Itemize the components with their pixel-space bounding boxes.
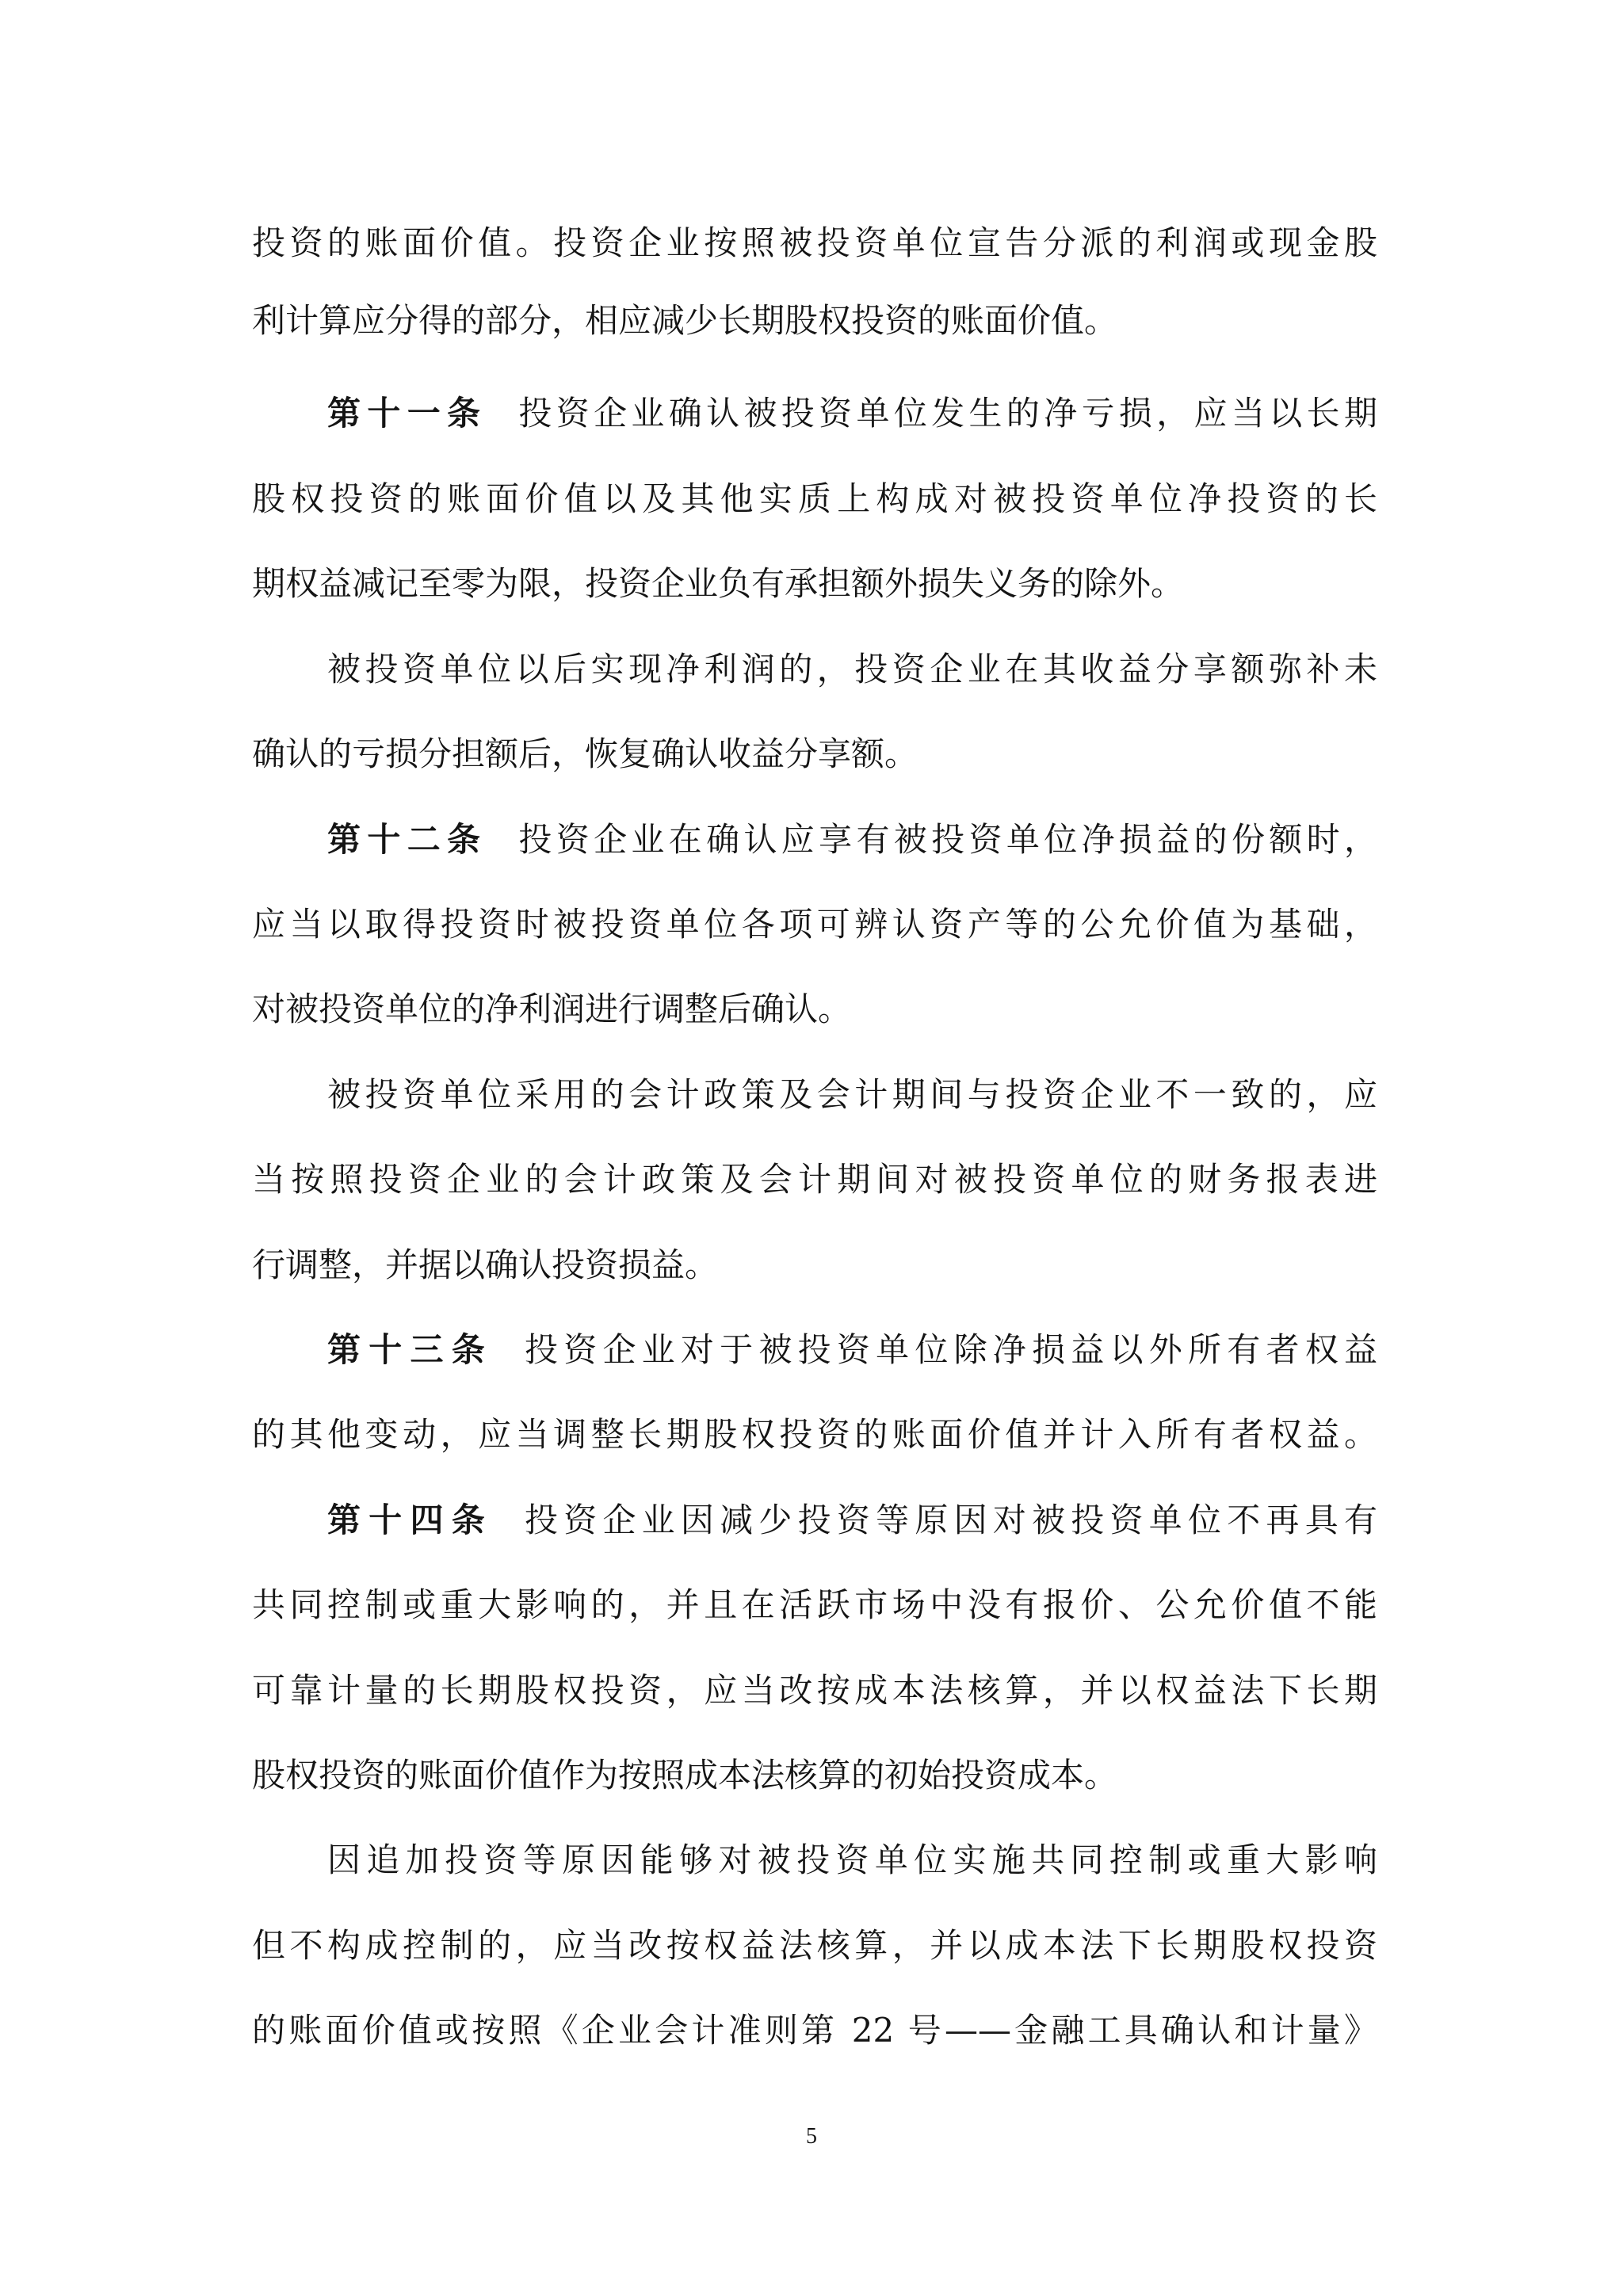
text-line: 被投资单位以后实现净利润的，投资企业在其收益分享额弥补未 [327,650,1377,688]
text-line: 期权益减记至零为限，投资企业负有承担额外损失义务的除外。 [252,564,1185,603]
page-number: 5 [806,2124,817,2149]
text-line: 共同控制或重大影响的，并且在活跃市场中没有报价、公允价值不能 [252,1585,1377,1624]
text-line: 投资企业在确认应享有被投资单位净损益的份额时， [518,820,1377,859]
text-line: 当按照投资企业的会计政策及会计期间对被投资单位的财务报表进 [252,1160,1377,1199]
text-line: 对被投资单位的净利润进行调整后确认。 [252,990,852,1028]
text-line: 确认的亏损分担额后，恢复确认收益分享额。 [252,734,918,773]
text-line: 应当以取得投资时被投资单位各项可辨认资产等的公允价值为基础， [252,905,1377,944]
text-line: 被投资单位采用的会计政策及会计期间与投资企业不一致的，应 [327,1075,1377,1114]
text-line: 投资企业确认被投资单位发生的净亏损，应当以长期 [518,394,1377,433]
article-12-title: 第十二条 [327,820,487,859]
article-11-title: 第十一条 [327,394,487,433]
text-line: 股权投资的账面价值作为按照成本法核算的初始投资成本。 [252,1756,1118,1794]
text-line: 因追加投资等原因能够对被投资单位实施共同控制或重大影响 [327,1840,1377,1879]
text-line: 但不构成控制的，应当改按权益法核算，并以成本法下长期股权投资 [252,1926,1377,1965]
text-line: 股权投资的账面价值以及其他实质上构成对被投资单位净投资的长 [252,479,1377,518]
article-13-title: 第十三条 [327,1330,493,1369]
article-14-line [327,1491,1377,1550]
article-14-title: 第十四条 [327,1501,493,1539]
article-12-line [327,810,1377,869]
text-line: 的其他变动，应当调整长期股权投资的账面价值并计入所有者权益。 [252,1415,1377,1454]
text-line: 投资企业对于被投资单位除净损益以外所有者权益 [524,1330,1377,1369]
text-line: 利计算应分得的部分，相应减少长期股权投资的账面价值。 [252,301,1118,340]
text-line: 投资企业因减少投资等原因对被投资单位不再具有 [524,1501,1377,1539]
text-line: 的账面价值或按照《企业会计准则第 22 号——金融工具确认和计量》 [252,2011,1377,2050]
article-11-line [327,384,1377,443]
text-line: 投资的账面价值。投资企业按照被投资单位宣告分派的利润或现金股 [252,223,1377,262]
text-line: 可靠计量的长期股权投资，应当改按成本法核算，并以权益法下长期 [252,1671,1377,1710]
text-line: 行调整，并据以确认投资损益。 [252,1245,719,1284]
article-13-line [327,1321,1377,1379]
